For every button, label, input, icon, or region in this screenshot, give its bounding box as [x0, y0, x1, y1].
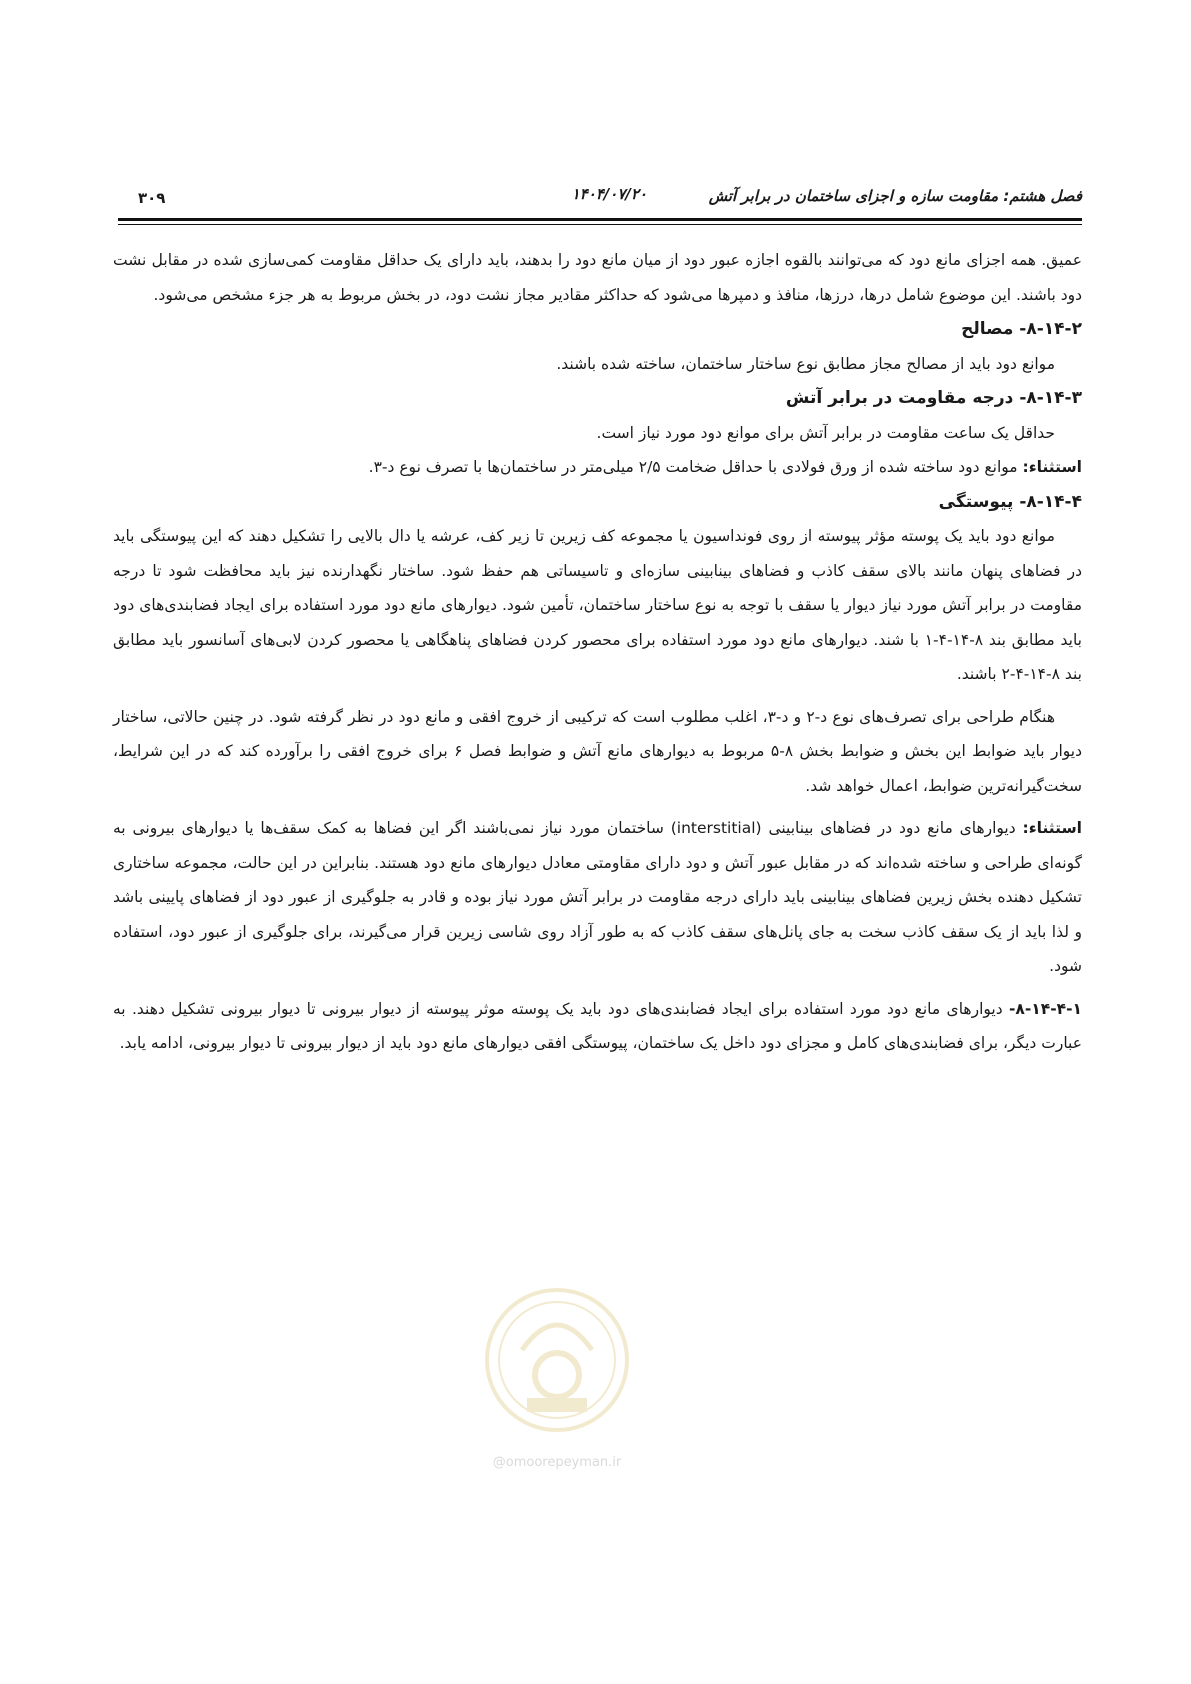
running-header [118, 183, 1082, 213]
section-4-exception [113, 811, 1082, 984]
chapter-title: فصل هشتم: مقاومت سازه و اجزای ساختمان در برابر آتش [708, 187, 1082, 205]
section-3-exception [113, 450, 1082, 485]
section-4-1-text: دیوارهای مانع دود مورد استفاده برای ایجاد فضابندی‌های دود باید یک پوسته موثر پیوسته از دیوار بیرونی تا دیوار بیرونی تشکیل دهند. به عبارت دیگر، برای فضابندی‌های کامل و مجزای دود داخل یک ساختمان، پیوستگی افقی دیوارهای مانع دود باید از دیوار بیرونی تا دیوار بیرونی، ادامه یابد. [113, 999, 1082, 1052]
section-4-1 [113, 992, 1082, 1061]
section-2-heading: ۸-۱۴-۲- مصالح [961, 319, 1082, 339]
exception-label: استثناء: [1022, 458, 1082, 476]
section-3-heading: ۸-۱۴-۳- درجه مقاومت در برابر آتش [785, 388, 1082, 408]
section-3-text: حداقل یک ساعت مقاومت در برابر آتش برای موانع دود مورد نیاز است. [596, 423, 1055, 442]
page-number: ۳۰۹ [138, 189, 166, 207]
header-rule-thin [118, 224, 1082, 225]
section-3-exception-text: موانع دود ساخته شده از ورق فولادی با حداقل ضخامت ۲/۵ میلی‌متر در ساختمان‌ها با تصرف نوع د-۳. [368, 458, 1023, 476]
header-date: ۱۴۰۴/۰۷/۲۰ [571, 185, 647, 203]
watermark-url: @omoorepeyman.ir [492, 1455, 622, 1470]
section-4-paragraph-2: هنگام طراحی برای تصرف‌های نوع د-۲ و د-۳، اغلب مطلوب است که ترکیبی از خروج افقی و مانع دود در نظر گرفته شود. در چنین حالاتی، ساختار دیوار باید ضوابط این بخش و ضوابط بخش ۸-۵ مربوط به دیوارهای مانع آتش و ضوابط فصل ۶ برای خروج افقی را برآورده کند که در این شرایط، سخت‌گیرانه‌ترین ضوابط، اعمال خواهد شد. [113, 707, 1082, 795]
exception-label-2: استثناء: [1022, 819, 1082, 837]
header-rule [118, 218, 1082, 221]
watermark-seal-icon [472, 1280, 642, 1450]
intro-paragraph: عمیق. همه اجزای مانع دود که می‌توانند بالقوه اجازه عبور دود از میان مانع دود را بدهند، باید دارای یک حداقل مقاومت کمی‌سازی شده در مقابل نشت دود باشند. این موضوع شامل درها، درزها، منافذ و دمپرها می‌شود که حداکثر مقادیر مجاز نشت دود، در بخش مربوط به هر جزء مشخص می‌شود. [113, 251, 1082, 304]
watermark [472, 1280, 642, 1470]
section-2-text: موانع دود باید از مصالح مجاز مطابق نوع ساختار ساختمان، ساخته شده باشند. [556, 354, 1055, 373]
section-4-heading: ۸-۱۴-۴- پیوستگی [938, 491, 1082, 512]
page-body [113, 243, 1082, 1061]
section-4-exception-text: دیوارهای مانع دود در فضاهای بینابینی (interstitial) ساختمان مورد نیاز نمی‌باشند اگر این فضاها به کمک سقف‌ها یا دیوارهای بیرونی به گونه‌ای طراحی و ساخته شده‌اند که در مقابل عبور آتش و دود دارای مقاومتی معادل دیوارهای مانع دود هستند. بنابراین در این حالت، مجموعه ساختاری تشکیل دهنده بخش زیرین فضاهای بینابینی باید دارای درجه مقاومت در برابر آتش مورد نیاز بوده و قادر به جلوگیری از عبور دود از فضاهای پایینی باشد و لذا باید از یک سقف کاذب سخت به جای پانل‌های سقف کاذب که به طور آزاد روی شاسی زیرین قرار می‌گیرند، برای جلوگیری از عبور دود، استفاده شود. [113, 819, 1082, 975]
section-4-paragraph-1: موانع دود باید یک پوسته مؤثر پیوسته از روی فونداسیون یا مجموعه کف زیرین تا زیر کف، عرشه یا دال بالایی را تشکیل دهند که این پیوستگی باید در فضاهای پنهان مانند بالای سقف کاذب و فضاهای بینابینی سازه‌ای و تاسیساتی هم حفظ شود. ساختار نگهدارنده نیز باید محافظت شود تا درجه مقاومت در برابر آتش مورد نیاز دیوار یا سقف با توجه به نوع ساختار ساختمان، تأمین شود. دیوارهای مانع دود مورد استفاده برای ایجاد فضابندی‌های دود باید مطابق بند ۸-۱۴-۴-۱ با شند. دیوارهای مانع دود مورد استفاده برای محصور کردن فضاهای پناهگاهی یا محصور کردن لابی‌های آسانسور باید مطابق بند ۸-۱۴-۴-۲ باشند. [113, 527, 1082, 683]
section-4-1-number: ۸-۱۴-۴-۱- [1008, 999, 1082, 1018]
